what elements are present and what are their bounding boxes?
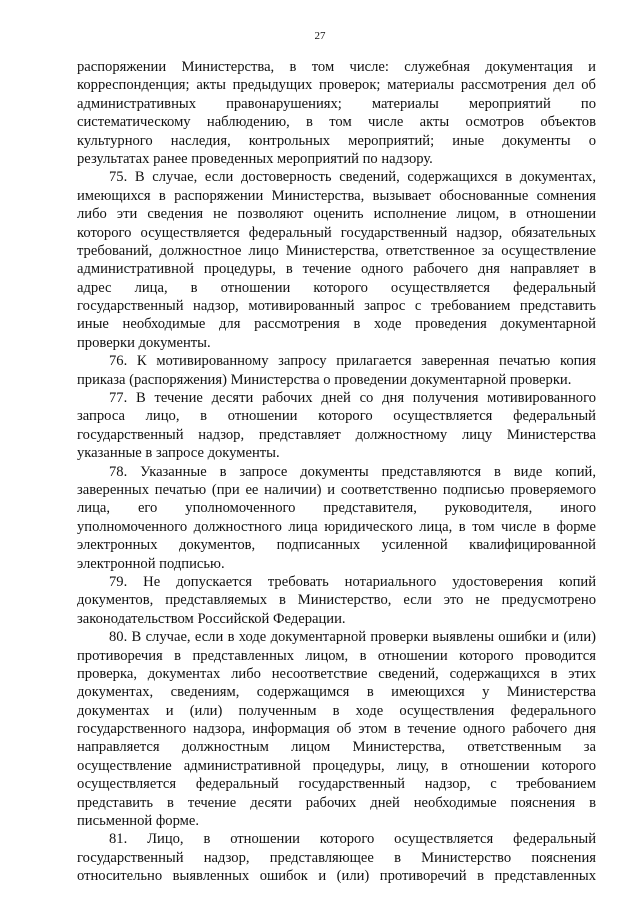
paragraph-line: государственный надзор, представляет должностному лицу Министерства bbox=[77, 426, 596, 443]
paragraph-line: которого осуществляется федеральный государственный надзор, обязательных bbox=[77, 224, 596, 241]
paragraph-line: документах, сведениям, содержащимся в имеющихся у Министерства bbox=[77, 684, 596, 701]
paragraph-line: культурного наследия, контрольных мероприятий; иные документы о bbox=[77, 132, 596, 149]
paragraph-line: лица, его уполномоченного представителя, руководителя, иного bbox=[77, 500, 596, 517]
paragraph-line: письменной форме. bbox=[77, 813, 200, 830]
paragraph-line: проверки документы. bbox=[77, 334, 211, 351]
paragraph bbox=[77, 628, 596, 830]
document-body bbox=[77, 58, 596, 886]
paragraph bbox=[77, 168, 596, 352]
paragraph-line: документах и (или) полученным в ходе осуществления федерального bbox=[77, 702, 596, 719]
paragraph bbox=[77, 573, 596, 628]
paragraph-line: имеющихся в распоряжении Министерства, вызывает обоснованные сомнения bbox=[77, 187, 596, 204]
paragraph-line: 78. Указанные в запросе документы представляются в виде копий, bbox=[109, 463, 596, 480]
paragraph bbox=[77, 389, 596, 463]
paragraph-line: государственный надзор, представляющее в Министерство пояснения bbox=[77, 849, 596, 866]
paragraph bbox=[77, 352, 596, 389]
paragraph-line: направляется должностным лицом Министерства, ответственным за bbox=[77, 739, 596, 756]
paragraph-line: систематическому наблюдению, в том числе акты осмотров объектов bbox=[77, 114, 596, 131]
paragraph bbox=[77, 830, 596, 885]
paragraph-line: осуществление административной процедуры, лицу, в отношении которого bbox=[77, 757, 596, 774]
paragraph-line: законодательством Российской Федерации. bbox=[77, 610, 346, 627]
paragraph-line: документов, представляемых в Министерство, если это не предусмотрено bbox=[77, 592, 596, 609]
paragraph-line: государственного надзора, информация об этом в течение одного рабочего дня bbox=[77, 721, 596, 738]
page-number: 27 bbox=[314, 30, 326, 42]
paragraph-line: 81. Лицо, в отношении которого осуществляется федеральный bbox=[109, 831, 596, 848]
paragraph-line: 75. В случае, если достоверность сведений, содержащихся в документах, bbox=[109, 169, 596, 186]
paragraph-line: административной процедуры, в течение одного рабочего дня направляет в bbox=[77, 261, 596, 278]
paragraph-line: заверенных печатью (при ее наличии) и соответственно подписью проверяемого bbox=[77, 481, 596, 498]
paragraph-line: иные необходимые для рассмотрения в ходе проведения документарной bbox=[77, 316, 596, 333]
paragraph-line: электронной подписью. bbox=[77, 555, 225, 572]
paragraph-line: 77. В течение десяти рабочих дней со дня получения мотивированного bbox=[109, 390, 596, 407]
paragraph-line: распоряжении Министерства, в том числе: служебная документация и bbox=[77, 59, 596, 75]
paragraph-line: адрес лица, в отношении которого осуществляется федеральный bbox=[77, 279, 596, 296]
paragraph-line: уполномоченного должностного лица юридического лица, в том числе в форме bbox=[77, 518, 596, 535]
paragraph-line: электронных документов, подписанных усиленной квалифицированной bbox=[77, 537, 596, 554]
paragraph-line: корреспонденция; акты предыдущих проверок; материалы рассмотрения дел об bbox=[77, 77, 596, 94]
paragraph bbox=[77, 58, 596, 168]
paragraph-line: административных правонарушениях; материалы мероприятий по bbox=[77, 95, 596, 112]
paragraph-line: относительно выявленных ошибок и (или) противоречий в представленных bbox=[77, 868, 596, 885]
paragraph-line: либо эти сведения не позволяют оценить исполнение лицом, в отношении bbox=[77, 206, 596, 223]
paragraph-line: запроса лицо, в отношении которого осуществляется федеральный bbox=[77, 408, 596, 425]
paragraph-line: государственный надзор, мотивированный запрос с требованием представить bbox=[77, 298, 596, 315]
paragraph-line: 76. К мотивированному запросу прилагается заверенная печатью копия bbox=[109, 353, 596, 370]
paragraph-line: проверка, документах либо несоответствие сведений, содержащихся в этих bbox=[77, 665, 596, 682]
paragraph-line: осуществляется федеральный государственный надзор, с требованием bbox=[77, 776, 596, 793]
paragraph-line: указанные в запросе документы. bbox=[77, 445, 280, 462]
paragraph-line: противоречия в представленных лицом, в отношении которого проводится bbox=[77, 647, 596, 664]
paragraph-line: 80. В случае, если в ходе документарной проверки выявлены ошибки и (или) bbox=[109, 629, 596, 646]
paragraph-line: приказа (распоряжения) Министерства о проведении документарной проверки. bbox=[77, 371, 572, 388]
paragraph bbox=[77, 463, 596, 573]
paragraph-line: 79. Не допускается требовать нотариального удостоверения копий bbox=[109, 573, 596, 590]
paragraph-line: требований, должностное лицо Министерства, ответственное за осуществление bbox=[77, 242, 596, 259]
paragraph-line: результатах ранее проведенных мероприятий по надзору. bbox=[77, 150, 433, 167]
paragraph-line: представить в течение десяти рабочих дней необходимые пояснения в bbox=[77, 794, 596, 811]
